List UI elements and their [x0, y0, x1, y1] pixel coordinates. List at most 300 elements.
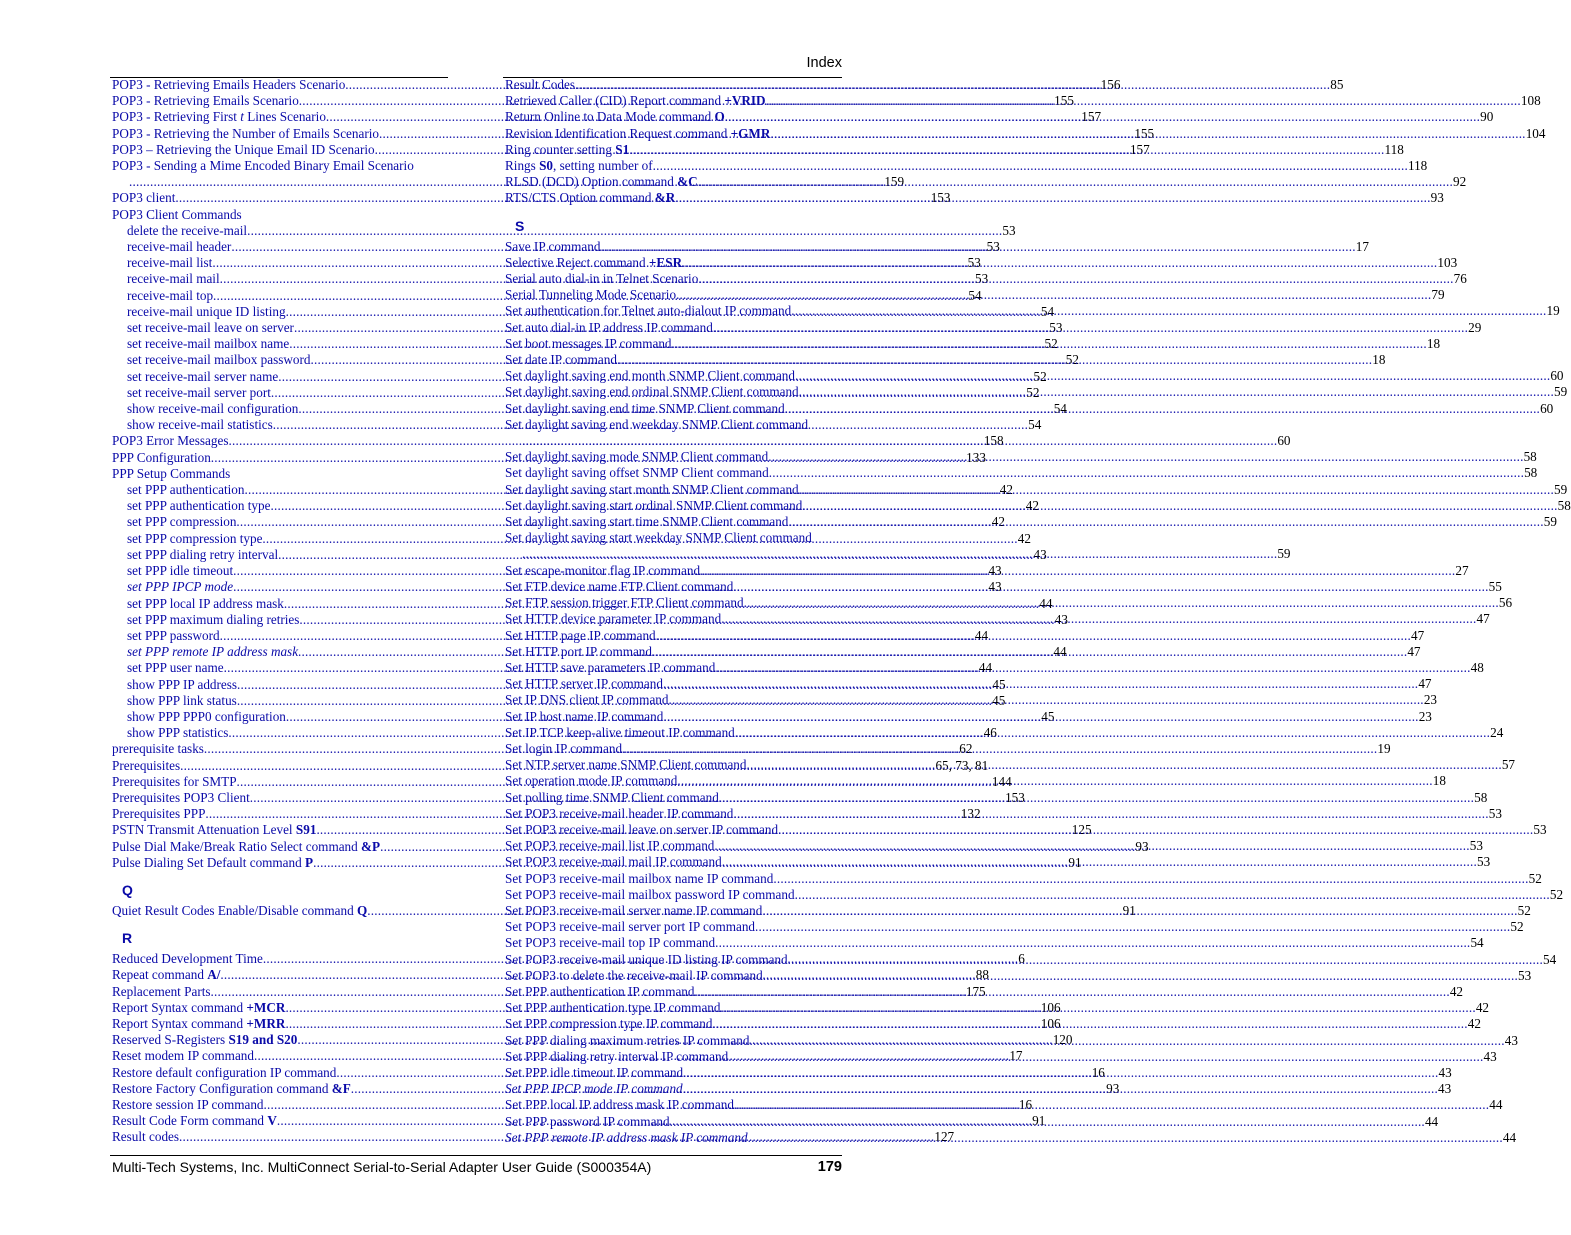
page-ref[interactable]: 19 — [1377, 740, 1391, 756]
index-entry[interactable] — [112, 207, 448, 223]
page-ref[interactable]: 108 — [1520, 93, 1541, 109]
page-ref[interactable]: 47 — [1476, 611, 1490, 627]
page-ref[interactable]: 47 — [1410, 627, 1425, 643]
index-entry[interactable] — [112, 546, 1047, 563]
index-entry-term[interactable] — [112, 741, 204, 757]
index-entry-term[interactable] — [505, 790, 719, 806]
page-ref[interactable]: 52 — [1510, 919, 1524, 935]
dot-leader — [683, 1065, 1438, 1081]
page-ref[interactable]: 53 — [974, 271, 989, 287]
page-ref[interactable]: 24 — [1490, 724, 1504, 740]
index-entry-term[interactable] — [505, 676, 663, 692]
index-entry-term[interactable] — [505, 126, 770, 142]
term-text: Set PPP idle timeout IP command — [505, 1064, 684, 1080]
page-ref[interactable]: 54 — [968, 287, 982, 303]
index-entry-term[interactable] — [112, 77, 345, 93]
page-ref[interactable]: 17 — [1009, 1048, 1023, 1064]
index-entry-term[interactable] — [112, 1129, 179, 1145]
page-ref[interactable]: 43 — [988, 563, 1002, 579]
term-text: POP3 - Sending a Mime Encoded Binary Email Scenario — [112, 158, 414, 174]
dot-leader — [676, 287, 1431, 303]
term-text-tail: , setting number of — [553, 158, 653, 174]
index-entry-term[interactable] — [112, 984, 211, 1000]
index-entry-term[interactable] — [505, 919, 755, 935]
dot-leader — [722, 854, 1477, 870]
index-entry-term[interactable] — [112, 126, 379, 142]
index-entry-term[interactable] — [112, 433, 228, 449]
term-text: Set PPP local IP address mask IP command — [505, 1097, 734, 1113]
page-ref[interactable]: 62 — [959, 741, 973, 757]
page-ref[interactable]: 54 — [1542, 951, 1557, 967]
term-text: Quiet Result Codes Enable/Disable command — [112, 902, 358, 918]
index-entry-term[interactable] — [505, 838, 714, 854]
index-entry-term[interactable] — [505, 174, 698, 190]
index-entry-term[interactable] — [127, 498, 270, 514]
index-entry-term[interactable] — [127, 482, 244, 498]
dot-leader — [768, 449, 1523, 465]
page-ref[interactable]: 23 — [1418, 708, 1432, 724]
index-entry[interactable] — [112, 158, 448, 174]
page-ref[interactable]: 133 — [966, 449, 986, 465]
page-ref[interactable]: 42 — [991, 514, 1005, 530]
index-entry-term[interactable] — [505, 871, 773, 887]
index-entry-term[interactable] — [505, 952, 788, 968]
term-text: Set IP host name IP command — [505, 708, 664, 724]
index-entry-term[interactable] — [112, 93, 299, 109]
page-ref[interactable]: 42 — [999, 482, 1013, 498]
page-ref[interactable]: 91 — [1032, 1113, 1046, 1129]
index-entry-term[interactable] — [112, 951, 263, 967]
page-ref[interactable]: 104 — [1525, 125, 1546, 141]
term-text: Set HTTP server IP command — [505, 676, 663, 692]
index-entry-term[interactable] — [112, 190, 175, 206]
term-text: receive-mail mail — [127, 271, 220, 287]
term-text: Return Online to Data Mode command — [505, 109, 715, 125]
page-ref[interactable]: 16 — [1091, 1064, 1105, 1080]
dot-leader — [715, 935, 1470, 951]
page-ref[interactable]: 44 — [1489, 1097, 1503, 1113]
term-command: &P — [361, 838, 381, 854]
page-ref[interactable]: 55 — [1488, 578, 1502, 594]
page-ref[interactable]: 45 — [992, 676, 1006, 692]
page-ref[interactable]: 27 — [1455, 562, 1469, 578]
page-ref[interactable]: 43 — [1437, 1081, 1452, 1097]
index-entry-term[interactable] — [112, 790, 250, 806]
index-entry-term[interactable] — [505, 628, 656, 644]
page-ref[interactable]: 18 — [1432, 773, 1446, 789]
page-ref[interactable]: 42 — [1025, 498, 1039, 514]
index-entry-term[interactable] — [112, 1048, 254, 1064]
index-entry-term[interactable] — [112, 839, 380, 855]
page-ref[interactable]: 54 — [1053, 401, 1067, 417]
index-entry-term[interactable] — [505, 692, 668, 708]
index-entry-term[interactable] — [127, 579, 233, 595]
page-ref[interactable]: 53 — [1518, 967, 1532, 983]
page-ref[interactable]: 18 — [1372, 352, 1386, 368]
page-ref[interactable]: 59 — [1553, 384, 1568, 400]
index-entry-term[interactable] — [505, 401, 785, 417]
page-ref[interactable]: 44 — [974, 627, 989, 643]
index-entry-term[interactable] — [112, 1081, 351, 1097]
index-entry-term[interactable] — [112, 1113, 277, 1129]
index-entry[interactable] — [505, 465, 1538, 481]
index-entry-term[interactable] — [127, 385, 271, 401]
page-ref[interactable]: 158 — [983, 433, 1004, 449]
page-ref[interactable]: 44 — [1502, 1129, 1517, 1145]
page-ref[interactable]: 153 — [930, 190, 951, 206]
index-entry-term[interactable] — [112, 142, 375, 158]
page-ref[interactable]: 90 — [1480, 109, 1494, 125]
page-ref[interactable]: 43 — [1504, 1032, 1518, 1048]
index-entry-term[interactable] — [127, 320, 294, 336]
index-entry-term[interactable] — [505, 595, 744, 611]
index-entry-term[interactable] — [112, 1016, 285, 1032]
index-entry-term[interactable] — [112, 207, 242, 222]
page-ref[interactable]: 93 — [1135, 838, 1149, 854]
index-entry-term[interactable] — [505, 611, 721, 627]
index-entry-term[interactable] — [505, 822, 778, 838]
page-ref[interactable]: 53 — [1049, 320, 1063, 336]
page-ref[interactable]: 57 — [1501, 757, 1516, 773]
page-ref[interactable]: 53 — [1469, 838, 1483, 854]
index-entry-term[interactable] — [505, 530, 812, 545]
page-ref[interactable]: 44 — [1053, 644, 1067, 660]
page-ref[interactable]: 118 — [1384, 141, 1404, 157]
index-entry-term[interactable] — [127, 352, 310, 368]
index-entry-term[interactable] — [505, 465, 769, 481]
index-entry-term[interactable] — [127, 563, 233, 579]
page-ref[interactable]: 43 — [1438, 1064, 1452, 1080]
index-entry[interactable] — [505, 158, 1428, 174]
index-entry-term[interactable] — [505, 303, 791, 319]
page-ref[interactable]: 59 — [1543, 514, 1557, 530]
term-command: P — [305, 854, 314, 870]
page-ref[interactable]: 6 — [1018, 951, 1025, 967]
term-text: Set POP3 receive-mail mail IP command — [505, 854, 722, 870]
page-ref[interactable]: 43 — [1033, 546, 1047, 562]
index-entry-term[interactable] — [112, 1065, 336, 1081]
page-ref[interactable]: 118 — [1407, 158, 1428, 174]
index-entry-term[interactable] — [505, 255, 682, 271]
index-entry-term[interactable] — [112, 967, 220, 983]
page-ref[interactable]: 23 — [1423, 692, 1437, 708]
index-entry-term[interactable] — [505, 709, 663, 725]
index-entry-term[interactable] — [505, 1033, 749, 1049]
index-entry-term[interactable] — [505, 158, 653, 174]
page-ref[interactable]: 53 — [967, 255, 981, 271]
page-ref[interactable]: 48 — [1470, 659, 1484, 675]
index-entry-term[interactable] — [505, 757, 747, 773]
page-ref[interactable]: 52 — [1517, 902, 1531, 918]
index-entry-term[interactable] — [505, 77, 575, 93]
page-ref[interactable]: 155 — [1134, 125, 1155, 141]
index-entry-term[interactable] — [505, 984, 695, 1000]
index-entry-term[interactable] — [112, 1097, 264, 1113]
page-ref[interactable]: 76 — [1453, 271, 1467, 287]
index-entry-term[interactable] — [505, 644, 652, 660]
index-entry[interactable] — [505, 886, 1564, 903]
page-ref[interactable]: 53 — [1477, 854, 1491, 870]
page-ref[interactable]: 144 — [991, 773, 1012, 789]
page-ref[interactable]: 157 — [1081, 109, 1102, 125]
page-ref[interactable]: 44 — [1039, 595, 1053, 611]
index-entry-term[interactable] — [505, 968, 763, 984]
page-ref[interactable]: 127 — [934, 1129, 955, 1145]
page-ref[interactable]: 52 — [1026, 384, 1040, 400]
index-entry[interactable] — [112, 222, 1016, 239]
index-entry-term[interactable] — [505, 449, 768, 465]
index-entry-term[interactable] — [112, 758, 180, 774]
page-ref[interactable]: 157 — [1129, 141, 1150, 157]
page-ref[interactable]: 17 — [1355, 238, 1369, 254]
page-ref[interactable]: 45 — [1041, 708, 1055, 724]
page-ref[interactable]: 46 — [983, 725, 997, 741]
index-entry-term[interactable] — [505, 190, 675, 206]
page-ref[interactable]: 42 — [1475, 1000, 1490, 1016]
page-ref[interactable]: 29 — [1468, 319, 1482, 335]
dot-leader — [600, 239, 1355, 255]
index-entry-term[interactable] — [127, 596, 284, 612]
index-entry[interactable] — [112, 466, 448, 482]
index-entry-term[interactable] — [112, 466, 230, 481]
page-ref[interactable]: 53 — [1533, 821, 1547, 837]
page-ref[interactable]: 19 — [1546, 303, 1560, 319]
index-entry-term[interactable] — [127, 401, 298, 417]
page-ref[interactable]: 45 — [992, 692, 1006, 708]
page-ref[interactable]: 56 — [1498, 595, 1513, 611]
page-ref[interactable]: 156 — [1100, 77, 1121, 92]
index-entry-term[interactable] — [505, 271, 698, 287]
index-entry-term[interactable] — [127, 709, 286, 725]
index-entry-term[interactable] — [127, 288, 213, 304]
index-entry-term[interactable] — [112, 855, 313, 871]
index-entry-term[interactable] — [112, 1032, 297, 1048]
index-entry-term[interactable] — [505, 417, 808, 432]
index-entry-term[interactable] — [505, 773, 677, 789]
index-entry-term[interactable] — [127, 304, 286, 320]
dot-leader — [714, 838, 1469, 854]
page-ref[interactable]: 92 — [1453, 174, 1467, 190]
page-ref[interactable]: 53 — [986, 239, 1000, 255]
index-entry-term[interactable] — [127, 369, 278, 385]
index-entry[interactable] — [505, 530, 841, 546]
index-entry-term[interactable] — [127, 677, 237, 693]
index-entry-term[interactable] — [505, 384, 799, 400]
index-entry-term[interactable] — [127, 660, 224, 676]
page-ref[interactable]: 103 — [1437, 254, 1458, 270]
page-ref[interactable]: 52 — [1065, 352, 1079, 368]
page-ref[interactable]: 52 — [1044, 336, 1058, 352]
page-ref[interactable]: 106 — [1040, 1015, 1061, 1031]
index-entry-term[interactable] — [127, 255, 212, 271]
dot-leader — [770, 126, 1525, 142]
page-ref[interactable]: 175 — [965, 983, 986, 999]
page-ref[interactable]: 43 — [1054, 611, 1068, 627]
index-entry-term[interactable] — [127, 336, 289, 352]
page-ref[interactable]: 44 — [978, 660, 993, 676]
page-ref[interactable]: 79 — [1431, 287, 1445, 303]
page-ref[interactable]: 16 — [1018, 1096, 1033, 1112]
term-text: Set NTP server name SNMP Client command — [505, 757, 747, 773]
term-text: show PPP statistics — [127, 725, 229, 741]
index-entry-term[interactable] — [505, 1097, 734, 1113]
index-entry-term[interactable] — [127, 693, 237, 709]
index-entry-term[interactable] — [505, 498, 802, 514]
index-entry-term[interactable] — [112, 450, 211, 466]
index-entry-term[interactable] — [127, 547, 278, 563]
index-entry-term[interactable] — [127, 644, 298, 660]
page-ref[interactable]: 93 — [1106, 1080, 1120, 1096]
index-entry-term[interactable] — [127, 271, 220, 287]
page-ref[interactable]: 106 — [1040, 999, 1061, 1015]
page-ref[interactable]: 60 — [1550, 368, 1564, 384]
index-entry-term[interactable] — [505, 806, 733, 822]
page-ref[interactable]: 44 — [1424, 1113, 1439, 1129]
term-text: Result Codes — [505, 77, 575, 92]
index-entry-term[interactable] — [505, 725, 735, 741]
page-ref[interactable]: 47 — [1407, 643, 1421, 659]
index-entry-term[interactable] — [127, 417, 273, 433]
term-text: receive-mail header — [127, 239, 232, 255]
page-ref[interactable]: 60 — [1540, 400, 1554, 416]
term-text: Prerequisites — [112, 757, 181, 773]
index-entry-term[interactable] — [112, 903, 367, 919]
index-entry[interactable] — [505, 951, 1557, 968]
page-ref[interactable]: 132 — [960, 806, 981, 822]
index-entry-term[interactable] — [505, 239, 600, 255]
index-entry[interactable] — [112, 433, 1004, 449]
term-text: Set POP3 receive-mail server port IP command — [505, 919, 756, 935]
page-ref[interactable]: 59 — [1553, 481, 1568, 497]
dot-leader — [672, 336, 1427, 352]
page-ref[interactable]: 58 — [1474, 789, 1488, 805]
dot-leader — [715, 660, 1470, 676]
page-ref[interactable]: 54 — [1040, 303, 1055, 319]
index-entry-term[interactable] — [127, 531, 262, 547]
index-section-letter: S — [515, 217, 525, 234]
index-entry[interactable] — [505, 870, 1542, 887]
page-ref[interactable]: 43 — [988, 579, 1002, 595]
page-ref[interactable]: 91 — [1068, 854, 1082, 870]
index-entry-term[interactable] — [505, 482, 799, 498]
index-entry-term[interactable] — [505, 1114, 670, 1130]
index-entry-term[interactable] — [505, 563, 700, 579]
index-entry-term[interactable] — [505, 903, 762, 919]
page-ref[interactable]: 43 — [1483, 1048, 1497, 1064]
index-entry-term[interactable] — [505, 660, 715, 676]
page-ref[interactable]: 88 — [975, 967, 989, 983]
dot-leader — [755, 919, 1510, 935]
index-entry-term[interactable] — [127, 239, 231, 255]
page-ref[interactable]: 60 — [1277, 433, 1291, 449]
page-ref[interactable]: 58 — [1523, 449, 1537, 465]
index-entry-term[interactable] — [112, 109, 326, 125]
index-entry-term[interactable] — [505, 1081, 683, 1097]
term-text: show PPP IP address — [127, 676, 238, 692]
page-ref[interactable]: 42 — [1467, 1016, 1481, 1032]
term-text: Replacement Parts — [112, 983, 211, 999]
index-entry-term[interactable] — [112, 822, 316, 838]
dot-leader — [652, 644, 1407, 660]
page-ref[interactable]: 85 — [1330, 77, 1344, 92]
term-text: Retrieved Caller (CID) Report command — [505, 93, 725, 109]
index-entry-term[interactable] — [505, 1016, 712, 1032]
term-text: POP3 Client Commands — [112, 206, 242, 222]
page-ref[interactable]: 93 — [1430, 190, 1444, 206]
index-entry-term[interactable] — [505, 320, 713, 336]
page-ref[interactable]: 47 — [1418, 676, 1432, 692]
index-entry-term[interactable] — [505, 854, 722, 870]
page-ref[interactable]: 52 — [1033, 368, 1047, 384]
index-entry-term[interactable] — [112, 1000, 285, 1016]
page-ref[interactable]: 120 — [1052, 1032, 1073, 1048]
dot-leader — [622, 741, 1377, 757]
term-text: Set PPP password IP command — [505, 1113, 670, 1129]
page-ref[interactable]: 159 — [884, 174, 905, 190]
page-ref[interactable]: 153 — [1005, 789, 1025, 805]
page-ref[interactable]: 52 — [1549, 886, 1564, 902]
page-ref[interactable]: 54 — [1028, 417, 1042, 433]
index-entry-term[interactable] — [112, 158, 414, 173]
page-ref[interactable]: 65, 73, 81 — [935, 757, 989, 773]
index-entry-term[interactable] — [127, 725, 228, 741]
index-entry-term[interactable] — [127, 612, 299, 628]
index-entry[interactable] — [505, 417, 841, 433]
page-ref[interactable]: 91 — [1122, 902, 1136, 918]
index-entry-term[interactable] — [505, 142, 629, 158]
index-entry-term[interactable] — [505, 352, 617, 368]
page-ref[interactable]: 58 — [1524, 465, 1538, 481]
index-entry[interactable] — [505, 935, 1484, 951]
term-text: Save IP command — [505, 238, 601, 254]
page-ref[interactable]: 125 — [1071, 822, 1092, 838]
page-ref[interactable]: 59 — [1277, 546, 1291, 562]
index-entry-term[interactable] — [505, 109, 725, 125]
index-entry-term[interactable] — [127, 223, 247, 239]
index-entry-term[interactable] — [505, 579, 733, 595]
page-ref[interactable]: 18 — [1426, 335, 1441, 351]
index-entry-term[interactable] — [505, 1049, 728, 1065]
page-ref[interactable]: 53 — [1488, 805, 1502, 821]
page-ref[interactable]: 155 — [1054, 93, 1074, 109]
index-entry-term[interactable] — [505, 514, 788, 530]
page-ref[interactable]: 42 — [1017, 530, 1031, 546]
page-ref[interactable]: 58 — [1557, 497, 1571, 513]
index-entry-term[interactable] — [127, 628, 220, 644]
page-ref[interactable]: 42 — [1449, 983, 1464, 999]
page-ref[interactable]: 53 — [1002, 222, 1016, 238]
index-entry-term[interactable] — [505, 935, 715, 951]
index-entry-term[interactable] — [505, 1000, 721, 1016]
dot-leader — [725, 109, 1480, 125]
index-entry-term[interactable] — [505, 887, 795, 903]
dot-leader — [748, 1130, 1503, 1146]
index-entry-term[interactable] — [505, 1065, 683, 1081]
index-entry[interactable] — [505, 919, 1524, 935]
page-ref[interactable]: 54 — [1470, 935, 1484, 951]
index-entry-term[interactable] — [112, 806, 205, 822]
index-entry-term[interactable] — [505, 336, 672, 352]
index-entry-term[interactable] — [505, 368, 795, 384]
page-ref[interactable]: 52 — [1528, 870, 1542, 886]
index-entry-term[interactable] — [505, 93, 766, 109]
index-entry-term[interactable] — [505, 287, 676, 303]
term-text: PSTN Transmit Attenuation Level — [112, 822, 296, 838]
index-entry-term[interactable] — [112, 774, 237, 790]
index-entry-term[interactable] — [505, 741, 622, 757]
index-entry-term[interactable] — [505, 1130, 748, 1146]
index-entry-term[interactable] — [127, 514, 236, 530]
